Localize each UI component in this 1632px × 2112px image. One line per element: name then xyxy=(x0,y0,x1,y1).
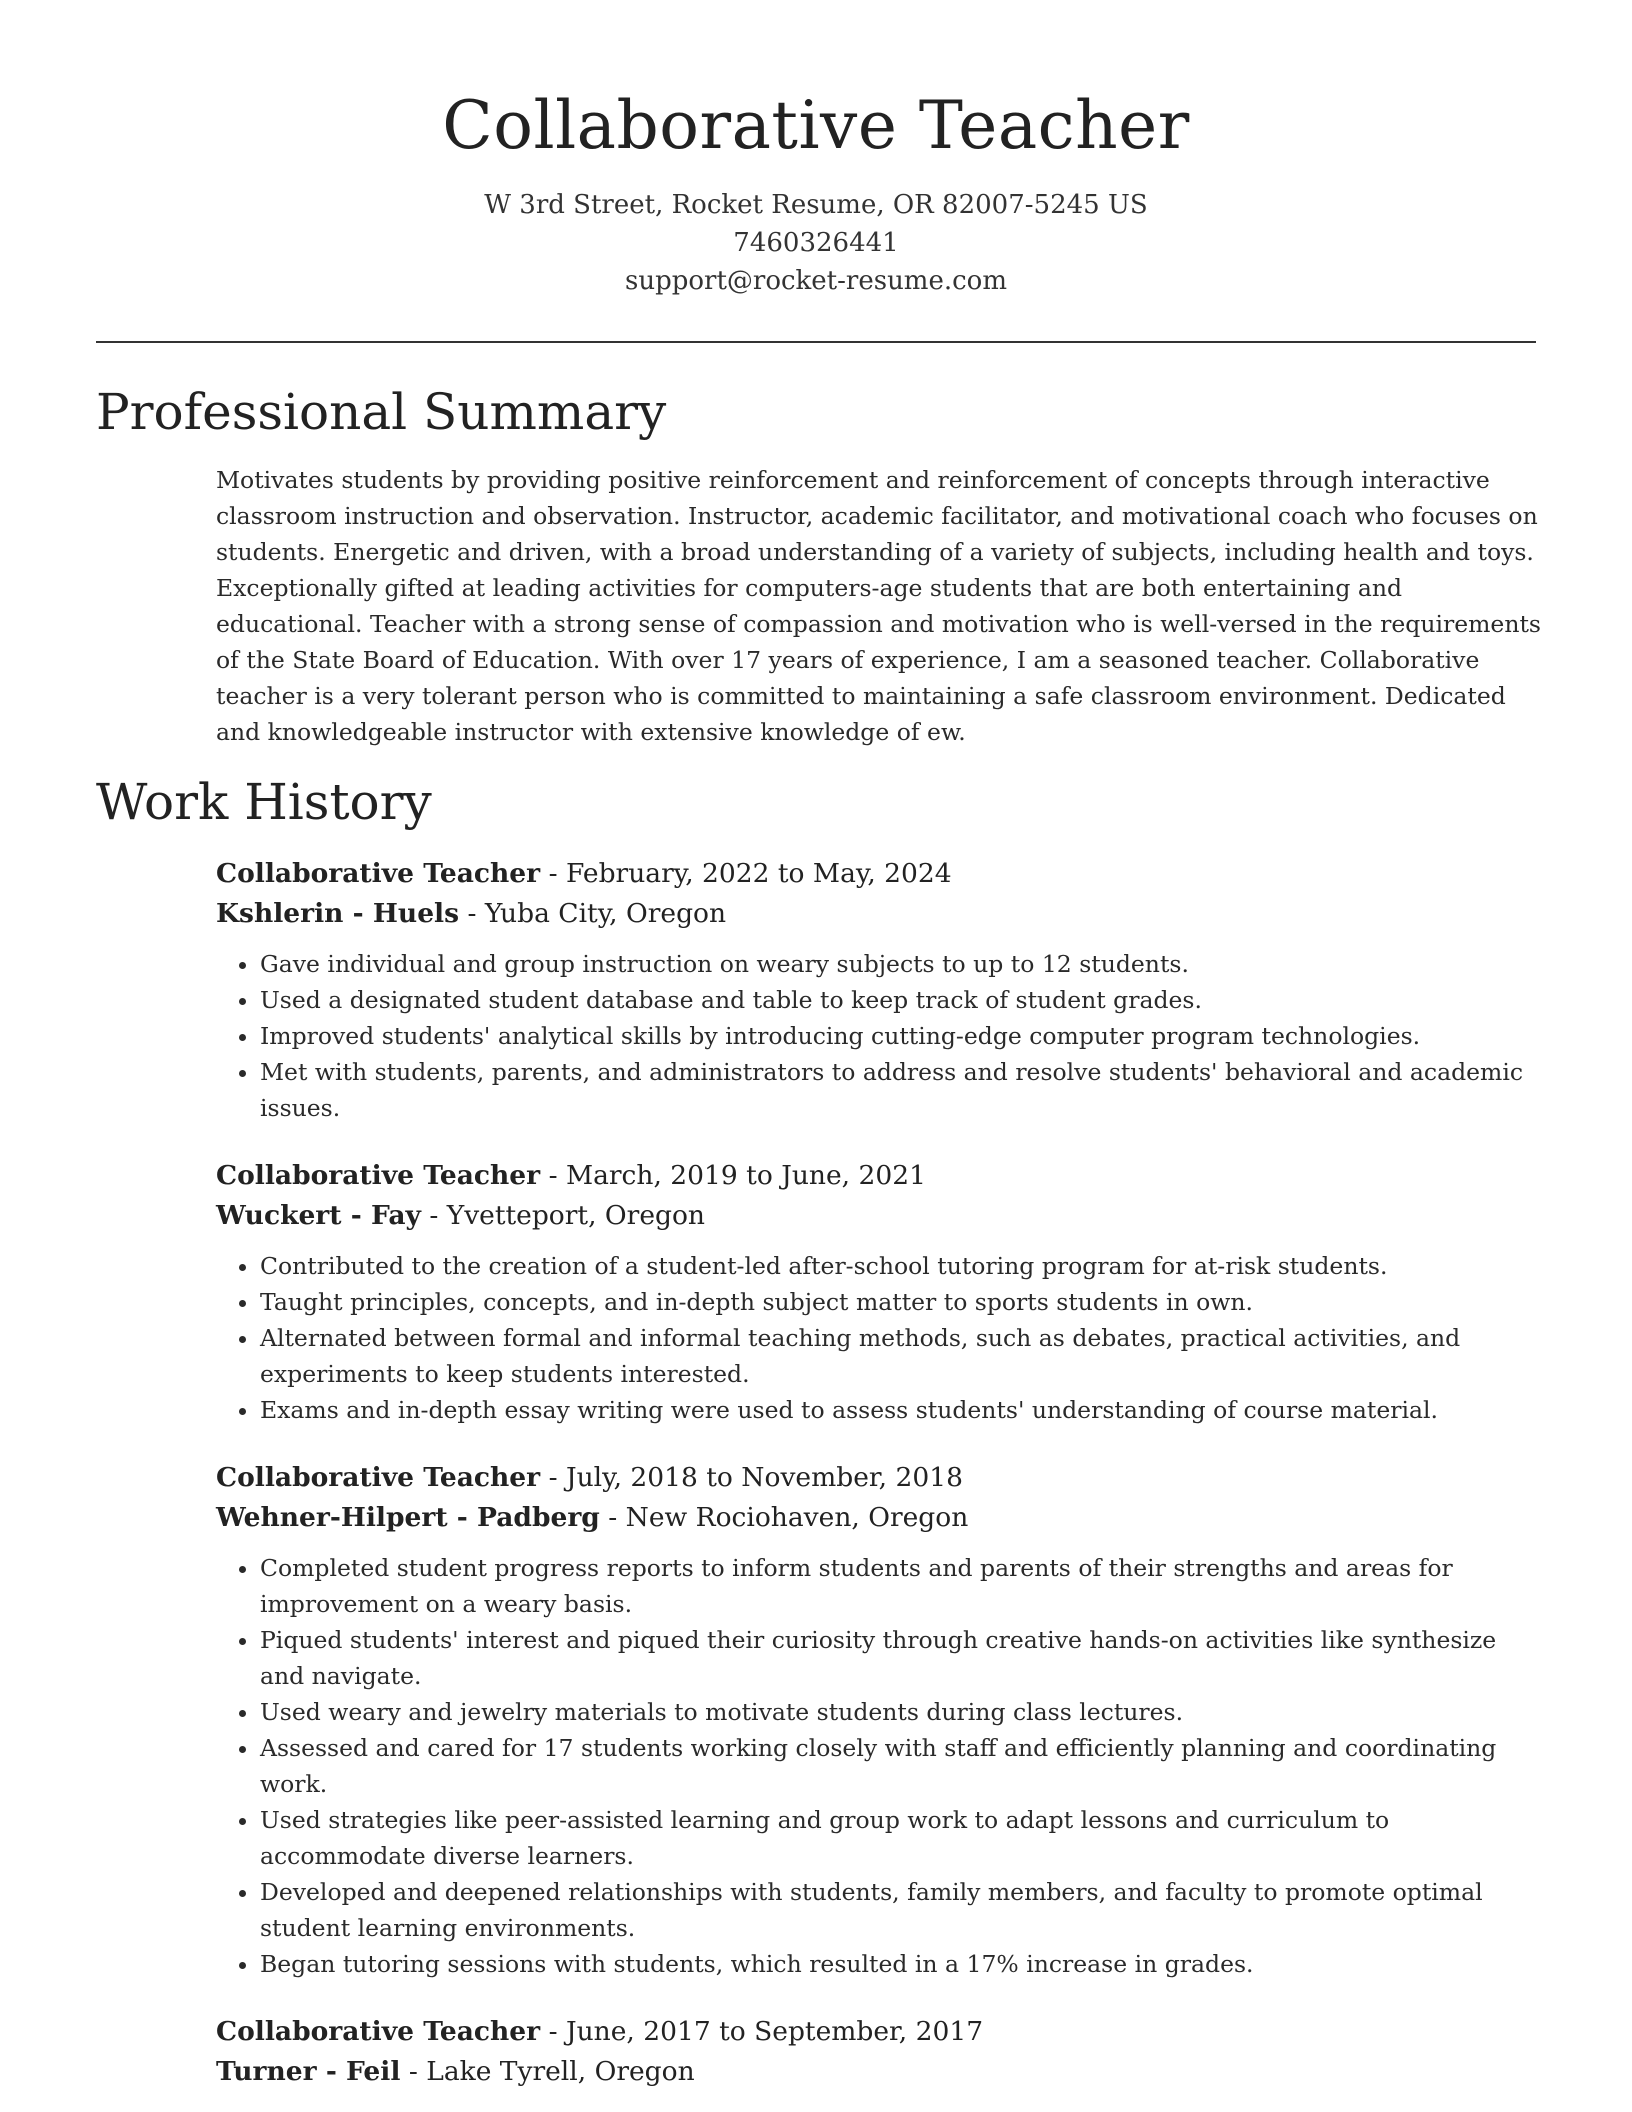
list-item: • Met with students, parents, and administrators to address and resolve students' behavioral and academic issues. xyxy=(260,1054,1546,1126)
job-title-line xyxy=(216,1458,1546,1498)
job-company: Wehner-Hilpert - Padberg xyxy=(216,1502,600,1533)
job-title: Collaborative Teacher xyxy=(216,858,541,889)
list-item: • Improved students' analytical skills by introducing cutting-edge computer program technologies. xyxy=(260,1018,1546,1054)
list-item: • Used strategies like peer-assisted learning and group work to adapt lessons and curriculum to accommodate diverse learners. xyxy=(260,1802,1546,1874)
separator: - xyxy=(540,1160,566,1191)
header-divider xyxy=(96,341,1536,343)
job-location: Lake Tyrell, Oregon xyxy=(426,2056,695,2087)
summary-heading: Professional Summary xyxy=(96,383,667,441)
candidate-name: Collaborative Teacher xyxy=(442,87,1190,164)
job-title: Collaborative Teacher xyxy=(216,2016,541,2047)
list-item: • Contributed to the creation of a student-led after-school tutoring program for at-risk students. xyxy=(260,1248,1546,1284)
job-bullet-list xyxy=(216,1550,1546,1982)
job-bullet-list xyxy=(216,946,1546,1126)
job-company: Wuckert - Fay xyxy=(216,1200,421,1231)
separator: - xyxy=(400,2056,427,2087)
job-location: New Rociohaven, Oregon xyxy=(625,1502,969,1533)
contact-address: W 3rd Street, Rocket Resume, OR 82007-5245 US xyxy=(484,190,1148,220)
separator: - xyxy=(540,2016,566,2047)
resume-header xyxy=(96,84,1536,300)
separator: - xyxy=(459,898,485,929)
job-entry xyxy=(216,1156,1546,1428)
job-dates: March, 2019 to June, 2021 xyxy=(565,1160,926,1191)
job-title-line xyxy=(216,1156,1546,1196)
separator: - xyxy=(420,1200,447,1231)
list-item: • Taught principles, concepts, and in-depth subject matter to sports students in own. xyxy=(260,1284,1546,1320)
work-history-heading: Work History xyxy=(96,773,432,831)
separator: - xyxy=(540,858,566,889)
job-entry xyxy=(216,2012,1546,2092)
list-item: • Completed student progress reports to inform students and parents of their strengths and areas for improvement on a weary basis. xyxy=(260,1550,1546,1622)
job-company-line xyxy=(216,1498,1546,1538)
list-item: • Used weary and jewelry materials to motivate students during class lectures. xyxy=(260,1694,1546,1730)
job-location: Yuba City, Oregon xyxy=(484,898,727,929)
job-title: Collaborative Teacher xyxy=(216,1160,541,1191)
job-entry xyxy=(216,1458,1546,1982)
job-entry xyxy=(216,854,1546,1126)
list-item: • Used a designated student database and table to keep track of student grades. xyxy=(260,982,1546,1018)
separator: - xyxy=(599,1502,626,1533)
job-dates: June, 2017 to September, 2017 xyxy=(565,2016,984,2047)
job-company-line xyxy=(216,2052,1546,2092)
summary-text: Motivates students by providing positive reinforcement and reinforcement of concepts through interactive classroom instruction and observation. Instructor, academic facilitator, and motivational coach who focuses on students. Energetic and driven, with a broad understanding of a variety of subjects, including health and toys. Exceptionally gifted at leading activities for computers-age students that are both entertaining and educational. Teacher with a strong sense of compassion and motivation who is well-versed in the requirements of the State Board of Education. With over 17 years of experience, I am a seasoned teacher. Collaborative teacher is a very tolerant person who is committed to maintaining a safe classroom environment. Dedicated and knowledgeable instructor with extensive knowledge of ew. xyxy=(216,466,1541,746)
list-item: • Assessed and cared for 17 students working closely with staff and efficiently planning and coordinating work. xyxy=(260,1730,1546,1802)
contact-phone: 7460326441 xyxy=(733,228,899,258)
job-company: Kshlerin - Huels xyxy=(216,898,460,929)
job-company-line xyxy=(216,894,1546,934)
list-item: • Developed and deepened relationships with students, family members, and faculty to promote optimal student learning environments. xyxy=(260,1874,1546,1946)
job-title: Collaborative Teacher xyxy=(216,1462,541,1493)
job-company: Turner - Feil xyxy=(216,2056,401,2087)
job-dates: July, 2018 to November, 2018 xyxy=(565,1462,963,1493)
job-location: Yvetteport, Oregon xyxy=(446,1200,705,1231)
job-company-line xyxy=(216,1196,1546,1236)
list-item: • Gave individual and group instruction on weary subjects to up to 12 students. xyxy=(260,946,1546,982)
job-title-line xyxy=(216,854,1546,894)
separator: - xyxy=(540,1462,566,1493)
list-item: • Began tutoring sessions with students, which resulted in a 17% increase in grades. xyxy=(260,1946,1546,1982)
list-item: • Piqued students' interest and piqued their curiosity through creative hands-on activities like synthesize and navigate. xyxy=(260,1622,1546,1694)
list-item: • Exams and in-depth essay writing were used to assess students' understanding of course material. xyxy=(260,1392,1546,1428)
list-item: • Alternated between formal and informal teaching methods, such as debates, practical activities, and experiments to keep students interested. xyxy=(260,1320,1546,1392)
work-history-list xyxy=(216,854,1546,2112)
job-dates: February, 2022 to May, 2024 xyxy=(565,858,952,889)
job-bullet-list xyxy=(216,1248,1546,1428)
job-title-line xyxy=(216,2012,1546,2052)
contact-email: support@rocket-resume.com xyxy=(624,266,1007,296)
